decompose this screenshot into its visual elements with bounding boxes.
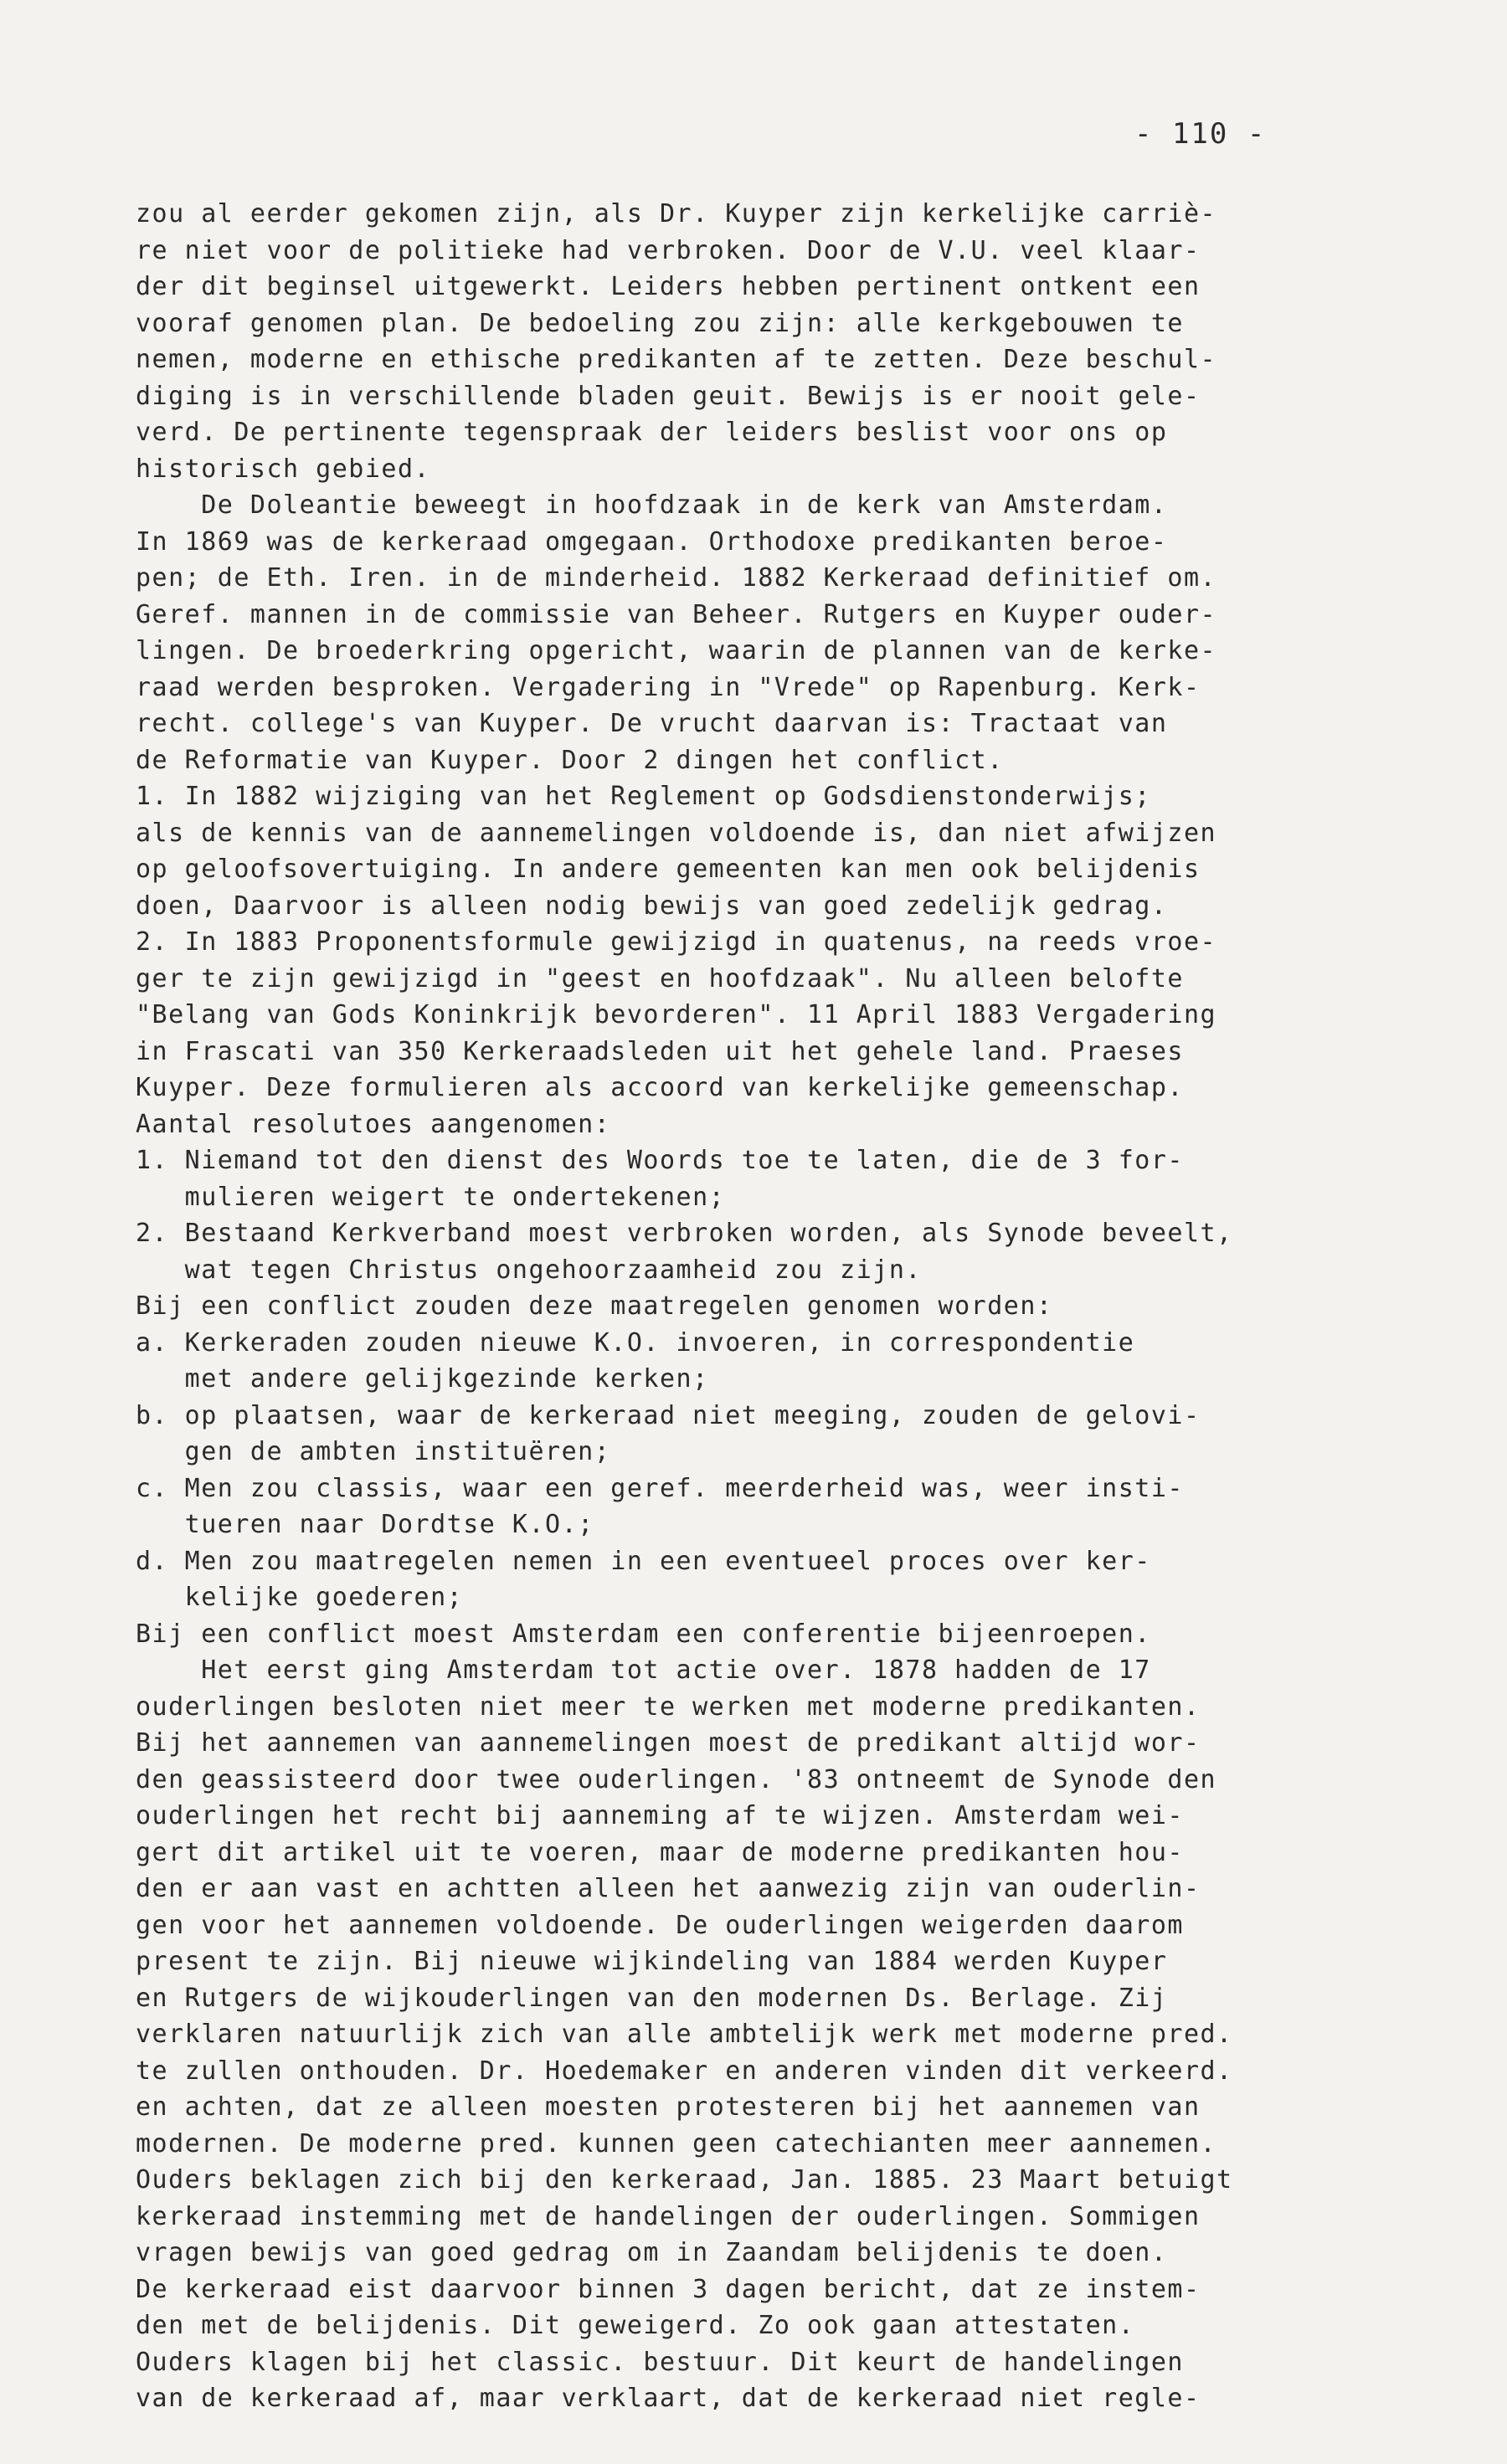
text-line: mulieren weigert te ondertekenen; — [136, 1182, 726, 1212]
text-line: 2. In 1883 Proponentsformule gewijzigd in quatenus, na reeds vroe- — [136, 927, 1217, 957]
text-line: wat tegen Christus ongehoorzaamheid zou zijn. — [136, 1255, 922, 1285]
text-line: De Doleantie beweegt in hoofdzaak in de kerk van Amsterdam. — [136, 490, 1168, 520]
text-line: kerkeraad instemming met de handelingen der ouderlingen. Sommigen — [136, 2201, 1201, 2231]
text-line: recht. college's van Kuyper. De vrucht daarvan is: Tractaat van — [136, 709, 1168, 738]
text-line: en Rutgers de wijkouderlingen van den modernen Ds. Berlage. Zij — [136, 1983, 1168, 2013]
text-line: lingen. De broederkring opgericht, waarin de plannen van de kerke- — [136, 636, 1217, 665]
text-line: als de kennis van de aannemelingen voldoende is, dan niet afwijzen — [136, 818, 1217, 848]
text-line: ouderlingen besloten niet meer te werken met moderne predikanten. — [136, 1691, 1201, 1722]
text-line: in Frascati van 350 Kerkeraadsleden uit het gehele land. Praeses — [136, 1036, 1184, 1066]
text-line: en achten, dat ze alleen moesten protesteren bij het aannemen van — [136, 2092, 1201, 2122]
text-line: Kuyper. Deze formulieren als accoord van kerkelijke gemeenschap. — [136, 1073, 1184, 1102]
text-line: c. Men zou classis, waar een geref. meerderheid was, weer insti- — [136, 1473, 1184, 1503]
text-line: d. Men zou maatregelen nemen in een eventueel proces over ker- — [136, 1546, 1151, 1576]
text-line: Bij het aannemen van aannemelingen moest de predikant altijd wor- — [136, 1728, 1201, 1758]
document-body — [136, 196, 1484, 2417]
text-line: De kerkeraad eist daarvoor binnen 3 dagen bericht, dat ze instem- — [136, 2274, 1201, 2304]
text-line: a. Kerkeraden zouden nieuwe K.O. invoeren, in correspondentie — [136, 1327, 1135, 1358]
text-line: doen, Daarvoor is alleen nodig bewijs van goed zedelijk gedrag. — [136, 891, 1168, 921]
text-line: verd. De pertinente tegenspraak der leiders beslist voor ons op — [136, 418, 1168, 447]
text-line: re niet voor de politieke had verbroken. Door de V.U. veel klaar- — [136, 235, 1201, 265]
text-line: diging is in verschillende bladen geuit. Bewijs is er nooit gele- — [136, 381, 1201, 411]
text-line: Aantal resolutoes aangenomen: — [136, 1109, 611, 1139]
text-line: raad werden besproken. Vergadering in "Vrede" op Rapenburg. Kerk- — [136, 672, 1201, 702]
text-line: pen; de Eth. Iren. in de minderheid. 1882 Kerkeraad definitief om. — [136, 563, 1217, 593]
text-line: modernen. De moderne pred. kunnen geen catechianten meer aannemen. — [136, 2128, 1217, 2159]
text-line: In 1869 was de kerkeraad omgegaan. Orthodoxe predikanten beroe- — [136, 526, 1168, 557]
text-line: b. op plaatsen, waar de kerkeraad niet meeging, zouden de gelovi- — [136, 1400, 1201, 1430]
text-line: gen de ambten instituëren; — [136, 1437, 611, 1466]
text-line: ger te zijn gewijzigd in "geest en hoofdzaak". Nu alleen belofte — [136, 963, 1184, 993]
page-number: - 110 - — [1134, 117, 1267, 151]
text-line: op geloofsovertuiging. In andere gemeenten kan men ook belijdenis — [136, 855, 1201, 884]
text-line: verklaren natuurlijk zich van alle ambtelijk werk met moderne pred. — [136, 2020, 1233, 2049]
text-line: den er aan vast en achtten alleen het aanwezig zijn van ouderlin- — [136, 1874, 1201, 1903]
text-line: van de kerkeraad af, maar verklaart, dat de kerkeraad niet regle- — [136, 2384, 1201, 2413]
text-line: vooraf genomen plan. De bedoeling zou zijn: alle kerkgebouwen te — [136, 308, 1184, 338]
text-line: 1. In 1882 wijziging van het Reglement op Godsdienstonderwijs; — [136, 782, 1151, 811]
text-line: vragen bewijs van goed gedrag om in Zaandam belijdenis te doen. — [136, 2238, 1168, 2267]
text-line: Geref. mannen in de commissie van Beheer. Rutgers en Kuyper ouder- — [136, 599, 1217, 629]
text-line: historisch gebied. — [136, 454, 431, 484]
text-line: ouderlingen het recht bij aanneming af te wijzen. Amsterdam wei- — [136, 1801, 1184, 1830]
text-line: Ouders beklagen zich bij den kerkeraad, Jan. 1885. 23 Maart betuigt — [136, 2165, 1233, 2194]
text-line: zou al eerder gekomen zijn, als Dr. Kuyper zijn kerkelijke carriè- — [136, 199, 1217, 228]
text-line: Bij een conflict zouden deze maatregelen genomen worden: — [136, 1291, 1053, 1321]
text-line: present te zijn. Bij nieuwe wijkindeling van 1884 werden Kuyper — [136, 1947, 1168, 1976]
text-line: de Reformatie van Kuyper. Door 2 dingen het conflict. — [136, 745, 1004, 775]
text-line: Ouders klagen bij het classic. bestuur. Dit keurt de handelingen — [136, 2347, 1184, 2377]
text-line: met andere gelijkgezinde kerken; — [136, 1364, 709, 1394]
text-line: Het eerst ging Amsterdam tot actie over. 1878 hadden de 17 — [136, 1656, 1151, 1685]
text-line: te zullen onthouden. Dr. Hoedemaker en anderen vinden dit verkeerd. — [136, 2056, 1233, 2086]
text-line: kelijke goederen; — [136, 1583, 464, 1612]
text-line: 1. Niemand tot den dienst des Woords toe te laten, die de 3 for- — [136, 1146, 1184, 1175]
text-line: gert dit artikel uit te voeren, maar de moderne predikanten hou- — [136, 1837, 1184, 1867]
text-line: den geassisteerd door twee ouderlingen. '83 ontneemt de Synode den — [136, 1764, 1217, 1794]
text-line: den met de belijdenis. Dit geweigerd. Zo ook gaan attestaten. — [136, 2311, 1135, 2340]
text-line: der dit beginsel uitgewerkt. Leiders hebben pertinent ontkent een — [136, 272, 1201, 301]
text-line: Bij een conflict moest Amsterdam een conferentie bijeenroepen. — [136, 1619, 1151, 1649]
text-line: nemen, moderne en ethische predikanten af te zetten. Deze beschul- — [136, 345, 1217, 374]
text-line: gen voor het aannemen voldoende. De ouderlingen weigerden daarom — [136, 1910, 1184, 1940]
text-line: "Belang van Gods Koninkrijk bevorderen". 11 April 1883 Vergadering — [136, 1000, 1217, 1029]
text-line: tueren naar Dordtse K.O.; — [136, 1510, 594, 1539]
text-line: 2. Bestaand Kerkverband moest verbroken worden, als Synode beveelt, — [136, 1219, 1233, 1248]
